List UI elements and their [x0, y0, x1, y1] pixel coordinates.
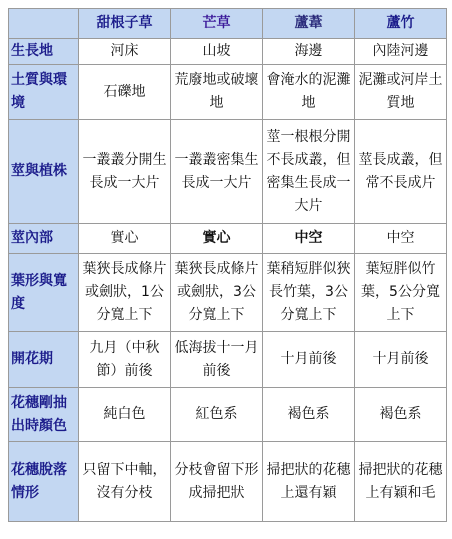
table-row	[9, 442, 447, 522]
column-header-giant-reed: 蘆竹	[355, 9, 447, 39]
table-cell: 只留下中軸，沒有分枝	[79, 442, 171, 522]
table-cell: 石礫地	[79, 65, 171, 120]
table-cell: 褐色系	[263, 388, 355, 442]
table-cell: 十月前後	[355, 332, 447, 388]
row-header: 莖內部	[9, 224, 79, 254]
table-cell: 葉短胖似竹葉，5公分寬上下	[355, 254, 447, 332]
table-cell: 九月（中秋節）前後	[79, 332, 171, 388]
table-row	[9, 388, 447, 442]
comparison-table-container	[8, 8, 447, 522]
table-cell: 葉狹長成條片或劍狀，3公分寬上下	[171, 254, 263, 332]
table-cell: 純白色	[79, 388, 171, 442]
row-header: 花穗剛抽出時顏色	[9, 388, 79, 442]
table-cell: 一叢叢密集生長成一大片	[171, 120, 263, 224]
table-cell: 十月前後	[263, 332, 355, 388]
column-header-silvergrass: 芒草	[171, 9, 263, 39]
table-row	[9, 224, 447, 254]
header-row	[9, 9, 447, 39]
table-row	[9, 65, 447, 120]
row-header: 莖與植株	[9, 120, 79, 224]
table-cell: 一叢叢分開生長成一大片	[79, 120, 171, 224]
corner-cell	[9, 9, 79, 39]
table-row	[9, 332, 447, 388]
table-cell: 低海拔十一月前後	[171, 332, 263, 388]
table-cell: 莖一根根分開不長成叢，但密集生長成一大片	[263, 120, 355, 224]
table-row	[9, 254, 447, 332]
grass-comparison-table	[8, 8, 447, 522]
table-cell: 中空	[263, 224, 355, 254]
table-cell: 紅色系	[171, 388, 263, 442]
table-cell: 荒廢地或破壞地	[171, 65, 263, 120]
table-cell: 泥灘或河岸土質地	[355, 65, 447, 120]
table-cell: 海邊	[263, 39, 355, 65]
column-header-reed: 蘆葦	[263, 9, 355, 39]
table-cell: 內陸河邊	[355, 39, 447, 65]
table-cell: 莖長成叢，但常不長成片	[355, 120, 447, 224]
table-cell: 山坡	[171, 39, 263, 65]
table-cell: 褐色系	[355, 388, 447, 442]
table-cell: 分枝會留下形成掃把狀	[171, 442, 263, 522]
table-cell: 會淹水的泥灘地	[263, 65, 355, 120]
table-cell: 葉稍短胖似狹長竹葉，3公分寬上下	[263, 254, 355, 332]
table-cell: 實心	[79, 224, 171, 254]
table-cell: 河床	[79, 39, 171, 65]
row-header: 葉形與寬度	[9, 254, 79, 332]
row-header: 花穗脫落情形	[9, 442, 79, 522]
table-cell: 掃把狀的花穗上有穎和毛	[355, 442, 447, 522]
table-cell: 掃把狀的花穗上還有穎	[263, 442, 355, 522]
table-cell: 實心	[171, 224, 263, 254]
row-header: 生長地	[9, 39, 79, 65]
table-cell: 葉狹長成條片或劍狀，1公分寬上下	[79, 254, 171, 332]
column-header-sweet-cane: 甜根子草	[79, 9, 171, 39]
row-header: 開花期	[9, 332, 79, 388]
row-header: 土質與環境	[9, 65, 79, 120]
table-row	[9, 120, 447, 224]
table-row	[9, 39, 447, 65]
table-cell: 中空	[355, 224, 447, 254]
